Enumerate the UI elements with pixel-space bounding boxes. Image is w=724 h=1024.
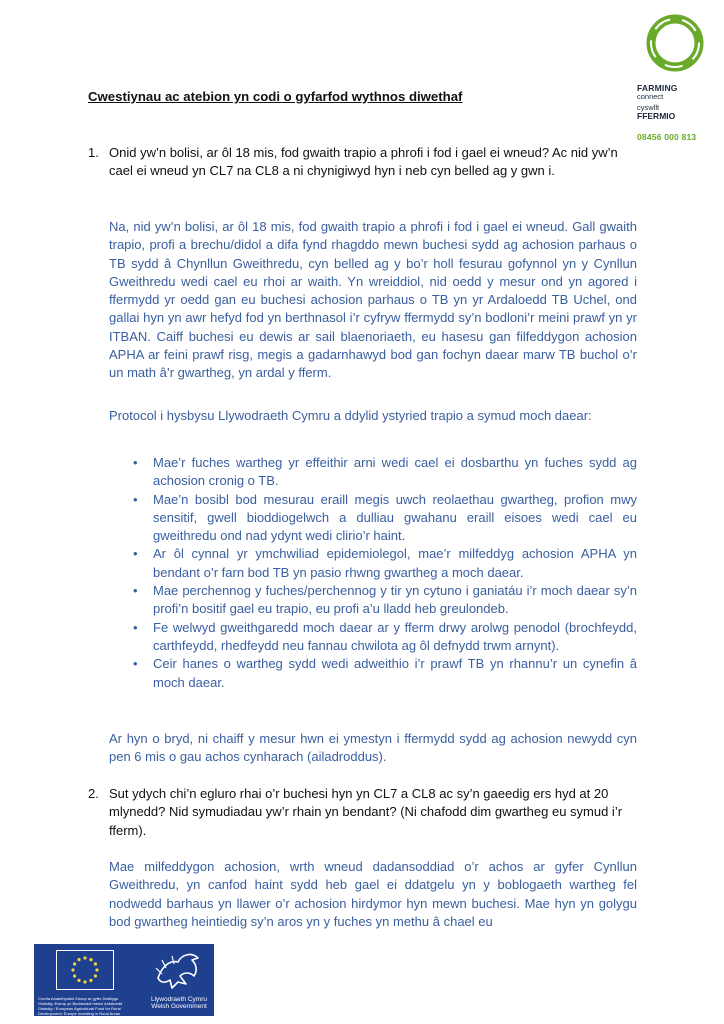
welsh-dragon-icon (152, 948, 206, 992)
list-item (109, 491, 637, 546)
list-item (109, 545, 637, 582)
bullet-icon: • (133, 546, 138, 562)
bullet-icon: • (133, 619, 138, 635)
answer-1-bullet-list (109, 454, 637, 692)
answer-1-para-3-text: Ar hyn o bryd, ni chaiff y mesur hwn ei ymestyn i ffermydd sydd ag achosion newydd cyn pen 6 mis o gau achos cynharach (ailadroddus). (109, 731, 637, 765)
bullet-text: Ar ôl cynnal yr ymchwiliad epidemiolegol, mae’r milfeddyg achosion APHA yn bendant o’r farn bod TB yn pasio rhwng gwartheg a moch daear. (153, 546, 637, 580)
logo-connect: connect (637, 92, 664, 101)
eu-funding-text: Cronfa Amaethyddol Ewrop ar gyfer Datblygu Gwledig: Ewrop yn Buddsoddi mewn Ardaloedd Gwledig / European Agricultural Fund for Rural Development: Europe Investing in Rural Areas (38, 996, 123, 1016)
bullet-icon: • (133, 656, 138, 672)
bullet-text: Fe welwyd gweithgaredd moch daear ar y fferm drwy arolwg penodol (brochfeydd, carthfeydd, rhedfeydd neu fannau chwilota ag ôl defnydd trwm arnynt). (153, 619, 637, 653)
question-1 (88, 144, 640, 181)
question-2 (88, 785, 640, 840)
farming-connect-ring-icon (644, 12, 706, 74)
eu-flag-icon (56, 950, 114, 990)
list-item (109, 454, 637, 491)
answer-2-para-1-text: Mae milfeddygon achosion, wrth wneud dadansoddiad o’r achos ar gyfer Cynllun Gweithredu, yn canfod haint sydd heb gael ei ddatgelu yn y boblogaeth wartheg fel nodwedd barhaus yn llawer o’r achosion hirdymor hyn mewn buchesi. Mae hyn yn golygu bod gwartheg heintiedig sy’n aros yn y fuches yn methu â chael eu (109, 859, 637, 929)
answer-1-para-2 (109, 407, 637, 425)
bullet-icon: • (133, 583, 138, 599)
wg-welsh-name: Llywodraeth Cymru (151, 996, 207, 1003)
logo-cyswllt: cyswllt (637, 103, 660, 112)
question-2-number: 2. (88, 786, 99, 801)
question-1-number: 1. (88, 145, 99, 160)
answer-1-para-1-text: Na, nid yw’n bolisi, ar ôl 18 mis, fod gwaith trapio a phrofi i fod i gael ei wneud. Gall gwaith trapio, profi a brechu/didol a difa fynd rhagddo mewn buchesi sydd ag achosion parhaus o TB sydd â Chynllun Gweithredu, cyn belled ag y bo’r holl fesurau gofynnol yn y Cynllun Gweithredu wedi cael eu rhoi ar waith. Yn wreiddiol, nid oedd y mesur ond yn agored i ffermydd yr oedd gan eu buchesi achosion parhaus o TB yn yr Ardaloedd TB Uchel, ond gallai hyn yn awr hefyd fod yn berthnasol i’r cyfryw ffermydd sy’n bodloni’r meini prawf yn yr ITBAN. Caiff buchesi eu dewis ar sail blaenoriaeth, eu hasesu gan filfeddygon achosion APHA ar feini prawf risg, megis a gadarnhawyd bod gan fochyn daear marw TB buchol o’r un math â’r gwartheg, yn ardal y fferm. (109, 219, 637, 381)
bullet-text: Ceir hanes o wartheg sydd wedi adweithio i’r prawf TB yn rhannu’r un cynefin â moch daear. (153, 656, 637, 690)
bullet-icon: • (133, 491, 138, 507)
welsh-government-label (146, 996, 212, 1010)
list-item (109, 619, 637, 656)
answer-1-para-3 (109, 730, 637, 767)
answer-2-para-1 (109, 858, 637, 931)
question-1-text: Onid yw’n bolisi, ar ôl 18 mis, fod gwaith trapio a phrofi i fod i gael ei wneud? Ac nid yw’n cael ei wneud yn CL7 na CL8 a ni chynigiwyd hyn i neb cyn belled ag y gwn i. (109, 145, 618, 179)
bullet-text: Mae perchennog y fuches/perchennog y tir yn cytuno i ganiatáu i’r moch daear sy’n profi’n bositif gael eu trapio, eu profi a’u lladd heb greulondeb. (153, 583, 637, 617)
list-item (109, 582, 637, 619)
logo-farming: FARMING (637, 83, 678, 93)
answer-1-para-2-text: Protocol i hysbysu Llywodraeth Cymru a ddylid ystyried trapio a symud moch daear: (109, 408, 592, 423)
logo-phone: 08456 000 813 (637, 132, 697, 142)
answer-1-para-1 (109, 218, 637, 383)
list-item (109, 655, 637, 692)
bullet-icon: • (133, 455, 138, 470)
wg-english-name: Welsh Government (151, 1003, 207, 1010)
funding-logos-banner (34, 944, 214, 1016)
bullet-text: Mae’r fuches wartheg yr effeithir arni wedi cael ei dosbarthu yn fuches sydd ag achosion cronig o TB. (153, 455, 637, 489)
farming-connect-logo (637, 12, 713, 142)
page-title: Cwestiynau ac atebion yn codi o gyfarfod wythnos diwethaf (88, 89, 463, 104)
logo-ffermio: FFERMIO (637, 111, 676, 121)
question-2-text: Sut ydych chi’n egluro rhai o’r buchesi hyn yn CL7 a CL8 ac sy’n gaeedig ers hyd at 20 mlynedd? Nid symudiadau yw’r rhain yn bendant? (Ni chafodd dim gwartheg eu symud i’r fferm). (109, 786, 623, 838)
bullet-text: Mae’n bosibl bod mesurau eraill megis uwch reolaethau gwartheg, profion mwy sensitif, gwell bioddiogelwch a dulliau gwahanu eraill eisoes wedi cael eu gweithredu ond nad ydynt wedi clirio’r haint. (153, 491, 637, 544)
